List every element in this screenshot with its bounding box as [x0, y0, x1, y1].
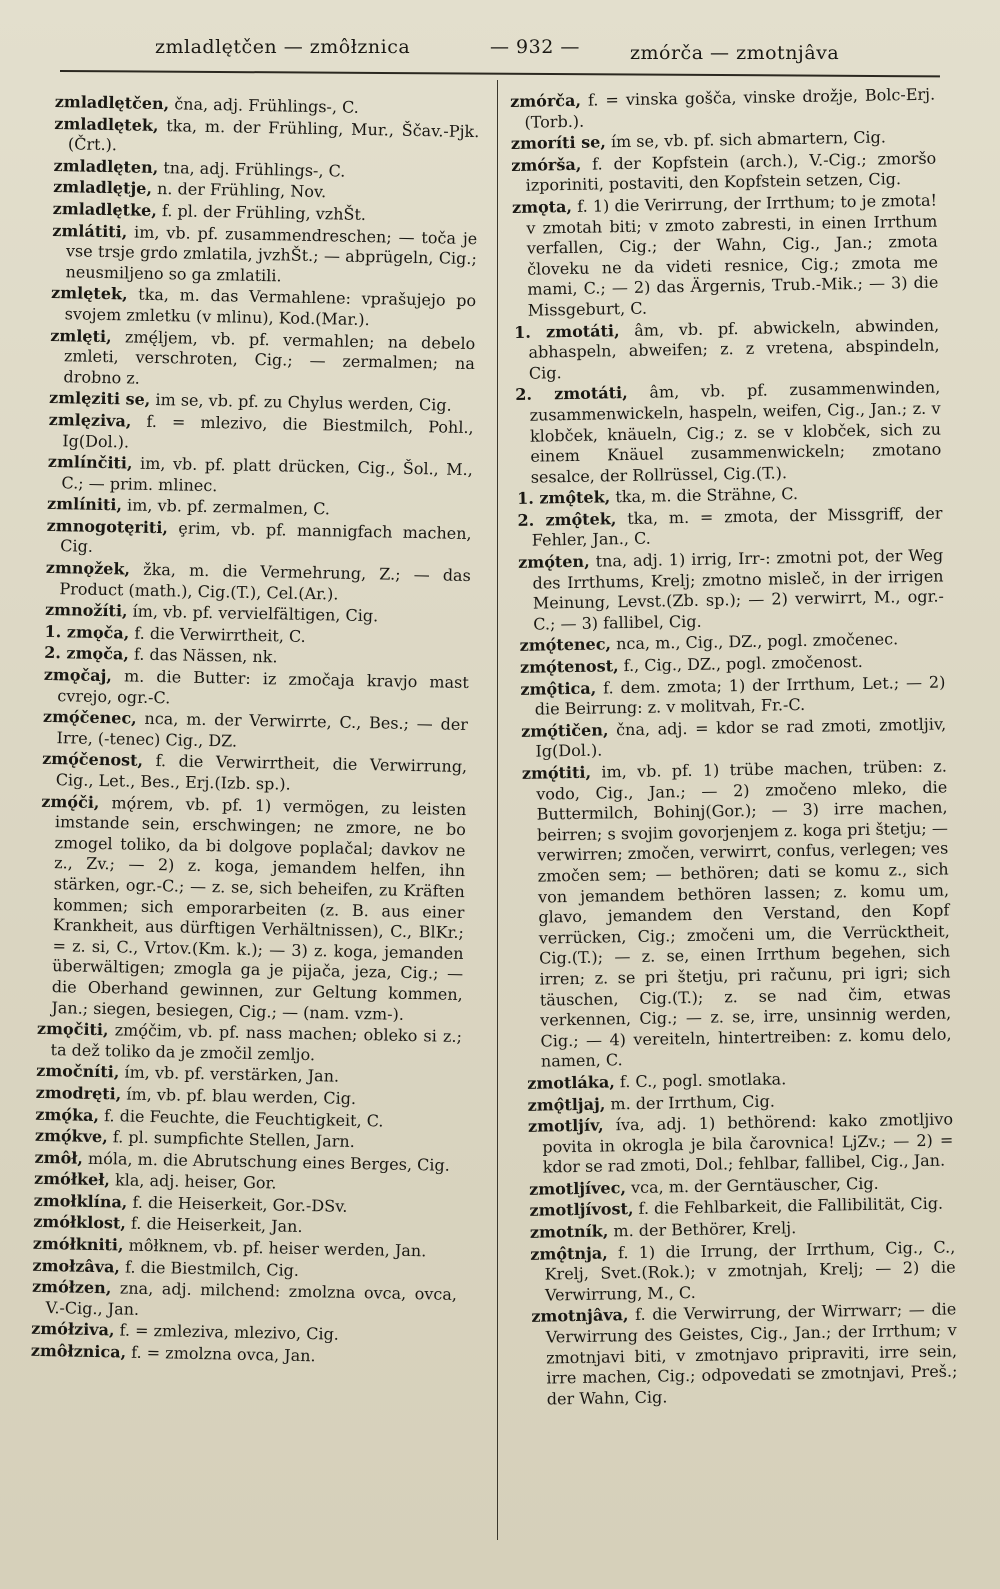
entry-definition: f. das Nässen, nk. [128, 644, 278, 667]
column-divider [497, 80, 498, 1540]
entry-definition: f. 1) die Verirrung, der Irrthum; to je zmota! v zmotah biti; v zmoto zabresti, in einen Irrthum verfallen, Cig.; der Wahn, Cig., Jan.; zmota človeku ne da videti resnice, Cig.; zmota me mami, C.; — 2) das Ärgernis, Trub.-Mik.; — 3) die Missgeburt, C. [526, 190, 939, 320]
entry-headword: zmlátiti, [52, 220, 128, 241]
entry-headword: zmlínčiti, [47, 452, 133, 473]
dictionary-entry [531, 1300, 958, 1410]
entry-headword: zmotnjâva, [531, 1305, 629, 1327]
entry-headword: zmlíniti, [46, 494, 123, 515]
dictionary-entry [528, 1110, 954, 1179]
entry-headword: zmǫ̂tica, [520, 678, 597, 699]
entry-definition: ȩrim, vb. pf. mannigfach machen, Cig. [60, 518, 472, 557]
entry-headword: zmołklína, [33, 1190, 128, 1212]
entry-headword: zmlęti, [50, 325, 112, 346]
dictionary-entry [43, 665, 469, 714]
dictionary-entry [511, 148, 937, 197]
entry-definition: žka, m. die Vermehrung, Z.; — das Product (math.), Cig.(T.), Cel.(Ar.). [59, 559, 471, 604]
dictionary-entry [42, 749, 468, 798]
entry-headword: zmladlęten, [53, 155, 159, 177]
entry-definition: tna, adj. 1) irrig, Irr-: zmotni pot, der Weg des Irrthums, Krelj; zmotno misleč, in der irrigen Meinung, Levst.(Zb. sp.); — 2) verwirrt, M., ogr.-C.; — 3) fallibel, Cig. [532, 545, 945, 634]
entry-headword: zmnǫžek, [45, 557, 131, 579]
entry-definition: f. pl. sumpfichte Stellen, Jarn. [107, 1127, 355, 1152]
entry-headword: zmǫ́čenost, [42, 749, 144, 771]
entry-definition: ím, vb. pf. vervielfältigen, Cig. [127, 601, 379, 626]
entry-definition: m. der Irrthum, Cig. [605, 1091, 776, 1113]
entry-headword: zmółziva, [31, 1319, 115, 1340]
entry-definition: zna, adj. milchend: zmolzna ovca, ovca, V.-Cig., Jan. [45, 1278, 458, 1319]
dictionary-entry [512, 191, 939, 322]
entry-definition: ím, vb. pf. verstärken, Jan. [119, 1062, 340, 1086]
entry-headword: zmoríti se, [510, 132, 607, 154]
dictionary-entry [36, 1019, 462, 1068]
entry-headword: zmółklost, [33, 1212, 127, 1234]
entry-definition: f. pl. der Frühling, vzhŠt. [156, 200, 367, 224]
entry-headword: zmnogotęriti, [46, 515, 169, 538]
entry-definition: f. = mlezivo, die Biestmilch, Pohl., Ig(Dol.). [62, 411, 474, 451]
dictionary-entry [37, 791, 466, 1026]
dictionary-entry [46, 516, 472, 565]
header-left-range: zmladlętčen — zmôłznica [155, 36, 411, 58]
entry-definition: vca, m. der Gerntäuscher, Cig. [625, 1173, 879, 1198]
entry-headword: zmórča, [510, 90, 582, 111]
entry-definition: nca, m. der Verwirrte, C., Bes.; — der Irre, (-tenec) Cig., DZ. [56, 708, 469, 751]
entry-headword: zmodręti, [35, 1082, 122, 1104]
entry-definition: ím se, vb. pf. sich abmartern, Cig. [605, 127, 887, 152]
dictionary-entry [515, 378, 942, 488]
dictionary-entry [51, 221, 477, 291]
dictionary-entry [522, 756, 952, 1072]
dictionary-entry [521, 714, 947, 763]
entry-definition: nca, m., Cig., DZ., pogl. zmočenec. [610, 629, 899, 654]
left-column [31, 92, 480, 1371]
entry-headword: zmǫ́tenost, [519, 656, 619, 677]
entry-definition: ím, vb. pf. blau werden, Cig. [121, 1084, 357, 1108]
entry-headword: zmôł, [34, 1147, 84, 1168]
entry-definition: m. die Butter: iz zmočaja kravjo mast cvrejo, ogr.-C. [57, 666, 469, 707]
entry-definition: f. die Fehlbarkeit, die Fallibilität, Cig. [633, 1194, 944, 1219]
entry-headword: zmǫ́čenec, [42, 707, 137, 728]
entry-headword: zmlęziti se, [48, 388, 151, 410]
dictionary-entry [42, 707, 468, 756]
entry-headword: zmlętek, [50, 283, 128, 304]
entry-definition: zmǫ́čim, vb. pf. nass machen; obleko si z.; ta dež toliko da je zmočil zemljo. [50, 1020, 463, 1064]
dictionary-entry [47, 452, 473, 501]
entry-headword: zmǫ́tenec, [519, 634, 612, 656]
entry-headword: zmołzâva, [32, 1255, 121, 1277]
entry-definition: f. 1) die Irrung, der Irrthum, Cig., C., Krelj, Svet.(Rok.); v zmotnjah, Krelj; — 2) die Verwirrung, M., C. [544, 1237, 956, 1305]
dictionary-entry [48, 410, 474, 459]
header-right-range: zmórča — zmotnjâva [630, 42, 840, 64]
page-header [60, 30, 940, 70]
entry-definition: im, vb. pf. 1) trübe machen, trüben: z. vodo, Cig., Jan.; — 2) zmočeno mleko, die Buttermilch, Bohinj(Gor.); — 3) irre machen, beirren; s svojim govorjenjem z. koga pri štetju; — verwirren; zmočen, verwirrt, confus, verlegen; ves zmočen sem; — bethören; dati se komu z., sich von jemandem bethören lassen; z. komu um, glavo, jemandem den Verstand, den Kopf verrücken, Cig.; zmočeni um, die Verrücktheit, Cig.(T.); — z. se, einen Irrthum begehen, sich irren; z. se pri štetju, pri računu, pri igri; sich täuschen, Cig.(T.); z. se nad čim, etwas verkennen, Cig.; — z. se, irre, unsinnig werden, Cig.; — 4) vereiteln, hintertreiben: z. komu delo, namen, C. [536, 756, 952, 1071]
entry-headword: 2. zmotáti, [515, 383, 628, 405]
entry-definition: f. die Heiserkeit, Gor.-DSv. [127, 1192, 348, 1216]
entry-definition: m. der Bethörer, Krelj. [608, 1218, 797, 1241]
entry-definition: móla, m. die Abrutschung eines Berges, Cig. [82, 1148, 450, 1175]
entry-definition: f., Cig., DZ., pogl. zmočenost. [618, 651, 863, 676]
entry-definition: f. = vinska gošča, vinske drožje, Bolc-Erj.(Torb.). [524, 84, 936, 132]
dictionary-entry [517, 503, 943, 552]
entry-definition: f. die Heiserkeit, Jan. [125, 1214, 303, 1237]
entry-definition: f. die Verwirrtheit, die Verwirrung, Cig., Let., Bes., Erj.(Izb. sp.). [55, 751, 468, 794]
entry-definition: f. = zmleziva, mlezivo, Cig. [114, 1320, 340, 1345]
entry-headword: zmǫčiti, [36, 1018, 109, 1040]
entry-headword: zmǫ́tičen, [520, 720, 609, 741]
entry-definition: tka, m. die Strähne, C. [610, 484, 799, 507]
entry-definition: tka, m. das Vermahlene: vprašujejo po svojem zmletku (v mlinu), Kod.(Mar.). [64, 284, 477, 330]
entry-definition: čna, adj. Frühlings-, C. [169, 94, 360, 117]
dictionary-entry [49, 325, 475, 395]
entry-headword: zmotljívec, [528, 1178, 627, 1199]
entry-headword: zmotláka, [527, 1072, 616, 1093]
entry-headword: 2. zmǫča, [44, 643, 130, 664]
header-rule [60, 70, 940, 77]
entry-headword: zmotljív, [527, 1115, 604, 1136]
entry-definition: mǫ́rem, vb. pf. 1) vermögen, zu leisten imstande sein, erschwingen; ne zmore, ne bo zmogel toliko, da bi dolgove poplačal; davkov ne z., Zv.; — 2) z. koga, jemandem helfen, ihn stärken, ogr.-C.; — z. se, sich beheifen, zu Kräften kommen; sich emporarbeiten (z. B. aus einer Krankheit, aus dürftigen Verhältnissen), C., BlKr.; = z. si, C., Vrtov.(Km. k.); — 3) z. koga, jemanden überwältigen; zmogla ga je pijača, jeza, Cig.; — die Oberhand gewinnen, zur Geltung kommen, Jan.; siegen, besiegen, Cig.; — (nam. vzm-). [51, 792, 467, 1024]
entry-definition: zmę́ljem, vb. pf. vermahlen; na debelo zmleti, verschroten, Cig.; — zermalmen; na drobno z. [63, 326, 476, 388]
entry-definition: im, vb. pf. platt drücken, Cig., Šol., M., C.; — prim. mlinec. [61, 453, 474, 495]
dictionary-entry [530, 1237, 956, 1306]
entry-headword: zmǫ́či, [41, 791, 100, 812]
entry-headword: zmladlętčen, [54, 92, 170, 114]
entry-definition: f. der Kopfstein (arch.), V.-Cig.; zmoršo izporiniti, postaviti, den Kopfstein setzen, Cig. [525, 148, 937, 196]
entry-headword: zmǫčaj, [43, 664, 113, 686]
dictionary-entry [51, 283, 477, 332]
entry-definition: âm, vb. pf. zusammenwinden, zusammenwickeln, haspeln, weifen, Cig., Jan.; z. v klobček, knäueln, Cig.; z. se v klobček, sich zu einem Knäuel zusammenwickeln; zmotano sesalce, der Rollrüssel, Cig.(T.). [529, 377, 942, 487]
entry-headword: 1. zmǫ̂tek, [516, 487, 611, 509]
entry-headword: 1. zmotáti, [514, 320, 620, 342]
dictionary-entry [54, 114, 480, 163]
entry-headword: zmotník, [529, 1221, 609, 1242]
entry-headword: zmółkniti, [32, 1233, 124, 1255]
entry-definition: n. der Frühling, Nov. [151, 179, 327, 202]
entry-headword: 2. zmǫ̂tek, [517, 509, 617, 530]
entry-definition: môłknem, vb. pf. heiser werden, Jan. [123, 1235, 427, 1261]
entry-headword: zmlęziva, [48, 409, 132, 431]
entry-headword: zmółzen, [31, 1277, 112, 1298]
entry-definition: tka, m. = zmota, der Missgriff, der Fehler, Jan., C. [531, 503, 943, 551]
entry-headword: zmǫ́kve, [34, 1125, 108, 1147]
entry-definition: f. die Biestmilch, Cig. [119, 1257, 300, 1280]
entry-definition: íva, adj. 1) bethörend: kako zmotljivo povita in okrogla je bila čarovnica! LjZv.; — 2) = kdor se rad zmoti, Dol.; fehlbar, fallibel, Cig., Jan. [542, 1109, 954, 1177]
entry-definition: f. die Verwirrung, der Wirrwarr; — die Verwirrung des Geistes, Cig., Jan.; der Irrthum; v zmotnjavi biti, v zmotnjavo pripraviti, irre sein, irre machen, Cig.; odpovedati se zmotnjavi, Preš.; der Wahn, Cig. [545, 1299, 958, 1409]
entry-definition: im, vb. pf. zusammendreschen; — toča je vse trsje grdo zmlatila, jvzhŠt.; — abprügeln, Cig.; neusmiljeno so ga zmlatili. [65, 221, 478, 286]
entry-definition: tna, adj. Frühlings-, C. [158, 157, 346, 181]
entry-definition: čna, adj. = kdor se rad zmoti, zmotljiv, Ig(Dol.). [535, 714, 947, 762]
entry-headword: zmǫ́titi, [521, 762, 592, 783]
dictionary-entry [45, 558, 471, 607]
entry-definition: âm, vb. pf. abwickeln, abwinden, abhaspeln, abweifen; z. z vretena, abspindeln, Cig. [528, 315, 940, 383]
dictionary-entry [31, 1277, 457, 1326]
right-column [510, 85, 958, 1412]
entry-headword: zmórša, [511, 154, 582, 175]
entry-headword: zmladlętek, [54, 113, 159, 135]
entry-headword: 1. zmǫča, [44, 621, 130, 643]
entry-headword: zmółkeł, [33, 1169, 111, 1190]
entry-headword: zmladlętje, [52, 177, 153, 199]
entry-headword: zmǫ̂tljaj, [527, 1093, 606, 1115]
entry-definition: f. die Feuchte, die Feuchtigkeit, C. [98, 1105, 384, 1130]
entry-headword: zmǫ̂tnja, [530, 1243, 608, 1264]
entry-definition: f. dem. zmota; 1) der Irrthum, Let.; — 2) die Beirrung: z. v molitvah, Fr.-C. [534, 672, 946, 719]
entry-headword: zmladlętke, [52, 198, 158, 220]
entry-headword: zmǫ́ka, [35, 1104, 100, 1125]
entry-headword: zmôłznica, [30, 1340, 127, 1362]
entry-definition: kla, adj. heiser, Gor. [109, 1170, 277, 1193]
dictionary-entry [518, 546, 944, 636]
entry-definition: f. = zmolzna ovca, Jan. [125, 1342, 316, 1366]
entry-headword: zmǫ́ten, [518, 551, 590, 572]
dictionary-entry [514, 315, 940, 384]
dictionary-entry [520, 672, 946, 721]
entry-definition: f. die Verwirrtheit, C. [129, 623, 306, 646]
entry-headword: zmnožíti, [44, 600, 128, 621]
entry-definition: im se, vb. pf. zu Chylus werden, Cig. [150, 390, 452, 415]
entry-definition: f. C., pogl. smotlaka. [614, 1069, 787, 1092]
entry-headword: zmočníti, [36, 1061, 120, 1082]
entry-definition: im, vb. pf. zermalmen, C. [121, 495, 331, 519]
dictionary-entry [510, 85, 936, 134]
entry-definition: tka, m. der Frühling, Mur., Ščav.-Pjk.(Črt.). [67, 115, 480, 155]
entry-headword: zmotljívost, [529, 1199, 634, 1221]
page-number: — 932 — [490, 36, 580, 58]
entry-headword: zmǫta, [511, 196, 573, 217]
